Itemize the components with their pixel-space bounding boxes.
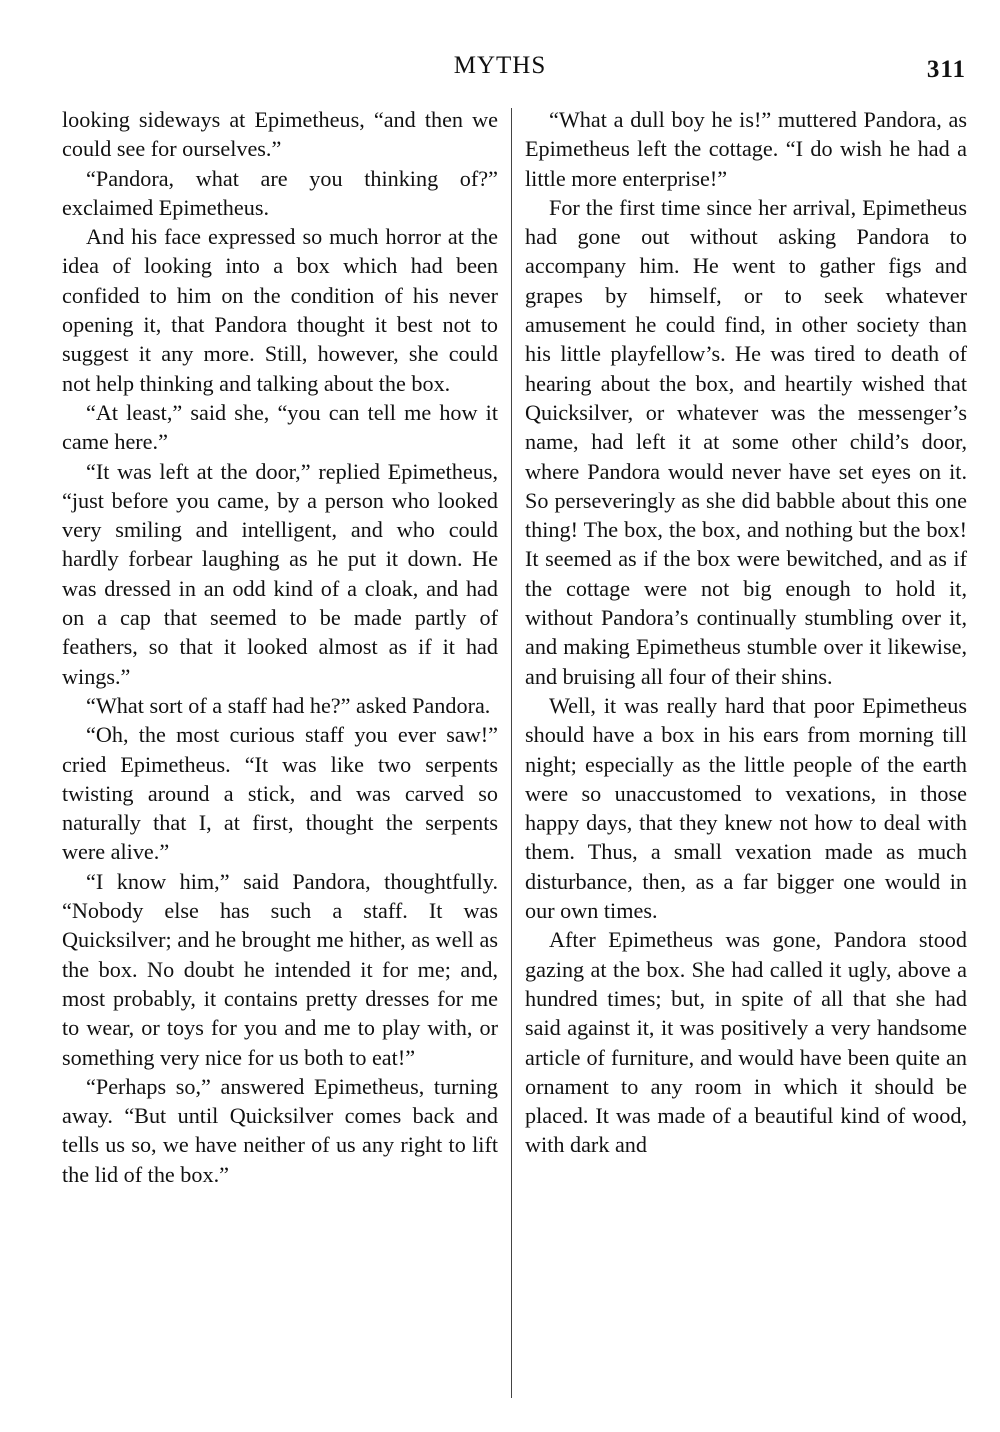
column-divider [511,108,512,1398]
running-head [0,48,1000,88]
paragraph: “Oh, the most curious staff you ever saw!” cried Epimetheus. “It was like two serpents twisting around a stick, and was carved so naturally that I, at first, thought the serpents were alive.” [62,722,498,865]
paragraph: After Epimetheus was gone, Pandora stood gazing at the box. She had called it ugly, above a hundred times; but, in spite of all that she had said against it, it was positively a very handsome article of furniture, and would have been quite an ornament to any room in which it should be placed. It was made of a beautiful kind of wood, with dark and [525,927,967,1158]
paragraph: “What sort of a staff had he?” asked Pandora. [86,692,491,718]
paragraph: “It was left at the door,” replied Epimetheus, “just before you came, by a person who looked very smiling and intelligent, and who could hardly forbear laughing as he put it down. He was dressed in an odd kind of a cloak, and had on a cap that seemed to be made partly of feathers, so that it looked almost as if it had wings.” [62,458,498,689]
paragraph: “Perhaps so,” answered Epimetheus, turning away. “But until Quicksilver comes back and tells us so, we have neither of us any right to lift the lid of the box.” [62,1073,498,1187]
paragraph: And his face expressed so much horror at the idea of looking into a box which had been confided to him on the condition of his never opening it, that Pandora thought it best not to suggest it any more. Still, however, she could not help thinking and talking about the box. [62,224,498,396]
paragraph: “At least,” said she, “you can tell me how it came here.” [62,399,498,455]
paragraph: For the first time since her arrival, Epimetheus had gone out without asking Pandora to accompany him. He went to gather figs and grapes by himself, or to seek whatever amusement he could find, in other society than his little playfellow’s. He was tired to death of hearing about the box, and heartily wished that Quicksilver, or whatever was the messenger’s name, had left it at some other child’s door, where Pandora would never have set eyes on it. So perseveringly as she did babble about this one thing! The box, the box, and nothing but the box! It seemed as if the box were bewitched, and as if the cottage were not big enough to hold it, without Pandora’s continually stumbling over it, and making Epimetheus stumble over it likewise, and bruising all four of their shins. [525,194,967,689]
right-column [525,105,967,1160]
paragraph: “I know him,” said Pandora, thoughtfully. “Nobody else has such a staff. It was Quicksilver; and he brought me hither, as well as the box. No doubt he intended it for me; and, most probably, it contains pretty dresses for me to wear, or toys for you and me to play with, or something very nice for us both to eat!” [62,868,498,1070]
left-column [62,105,498,1189]
paragraph: “What a dull boy he is!” muttered Pandora, as Epimetheus left the cottage. “I do wish he had a little more enterprise!” [525,107,967,191]
running-title: MYTHS [453,52,547,79]
paragraph: looking sideways at Epimetheus, “and then we could see for ourselves.” [62,107,498,162]
page-number: 311 [926,56,966,83]
paragraph: “Pandora, what are you thinking of?” exclaimed Epimetheus. [62,165,498,220]
paragraph: Well, it was really hard that poor Epimetheus should have a box in his ears from morning till night; especially as the little people of the earth were so unaccustomed to vexations, in those happy days, that they knew not how to deal with them. Thus, a small vexation made as much disturbance, then, as a far bigger one would in our own times. [525,692,967,924]
